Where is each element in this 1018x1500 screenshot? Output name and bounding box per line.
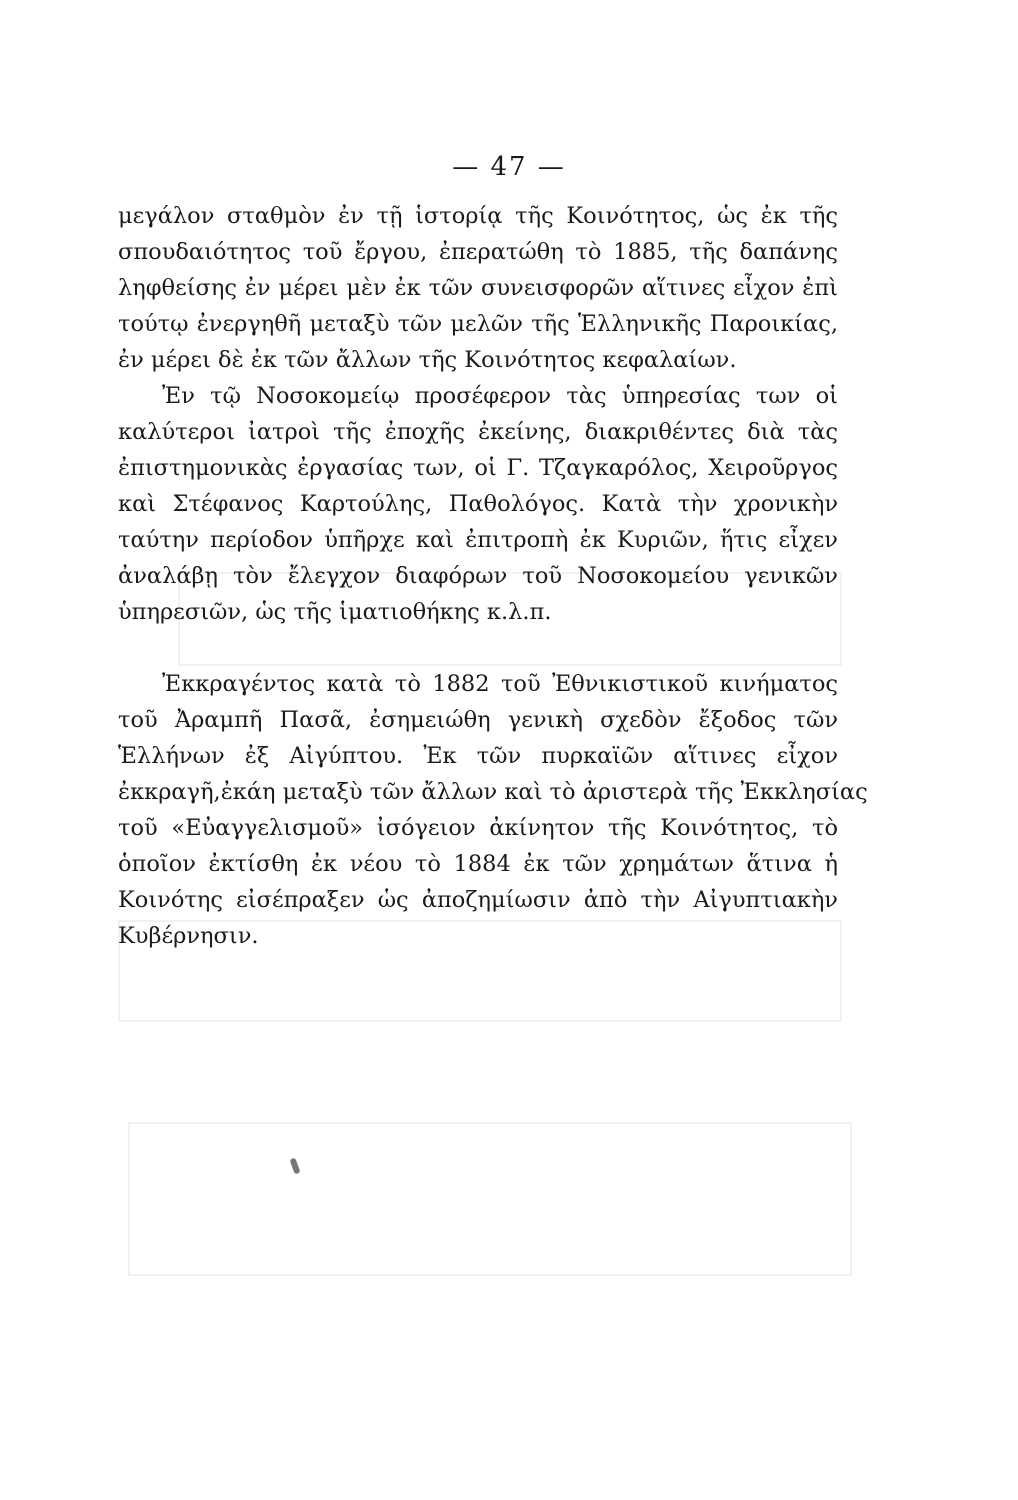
bleed-through-table-lower xyxy=(128,1122,852,1276)
paragraph-2-line: καὶ Στέφανος Καρτούλης, Παθολόγος. Κατὰ τὴν χρονικὴν xyxy=(118,491,838,517)
page-number: — 47 — xyxy=(452,152,566,182)
paragraph-2-line: ἐπιστημονικὰς ἐργασίας των, οἱ Γ. Τζαγκαρόλος, Χειροῦργος xyxy=(118,455,838,481)
paragraph-1-line: ἐν μέρει δὲ ἐκ τῶν ἄλλων τῆς Κοινότητος κεφαλαίων. xyxy=(118,347,737,373)
paragraph-3-line: τοῦ «Εὐαγγελισμοῦ» ἰσόγειον ἀκίνητον τῆς Κοινότητος, τὸ xyxy=(118,815,838,841)
paragraph-1-line: μεγάλον σταθμὸν ἐν τῇ ἱστορίᾳ τῆς Κοινότητος, ὡς ἐκ τῆς xyxy=(118,203,838,229)
paragraph-3-line: Κοινότης εἰσέπραξεν ὡς ἀποζημίωσιν ἀπὸ τὴν Αἰγυπτιακὴν xyxy=(118,887,838,913)
paragraph-2-line: ἀναλάβῃ τὸν ἔλεγχον διαφόρων τοῦ Νοσοκομείου γενικῶν xyxy=(118,563,838,589)
paragraph-3-line: Ἑλλήνων ἐξ Αἰγύπτου. Ἐκ τῶν πυρκαϊῶν αἵτινες εἶχον xyxy=(118,743,838,769)
paragraph-1-line: ληφθείσης ἐν μέρει μὲν ἐκ τῶν συνεισφορῶν αἵτινες εἶχον ἐπὶ xyxy=(118,275,838,301)
paragraph-2-line: καλύτεροι ἰατροὶ τῆς ἐποχῆς ἐκείνης, διακριθέντες διὰ τὰς xyxy=(118,419,838,445)
paragraph-3-line: ἐκκραγῆ,ἐκάη μεταξὺ τῶν ἄλλων καὶ τὸ ἀριστερὰ τῆς Ἐκκλησίας xyxy=(118,779,868,805)
paragraph-1-line: σπουδαιότητος τοῦ ἔργου, ἐπερατώθη τὸ 1885, τῆς δαπάνης xyxy=(118,239,838,265)
paragraph-2-line: ταύτην περίοδον ὑπῆρχε καὶ ἐπιτροπὴ ἐκ Κυριῶν, ἥτις εἶχεν xyxy=(118,527,838,553)
paragraph-3-line: Ἐκκραγέντος κατὰ τὸ 1882 τοῦ Ἐθνικιστικοῦ κινήματος xyxy=(162,671,838,697)
paragraph-3-line: Κυβέρνησιν. xyxy=(118,923,259,949)
paragraph-3-line: ὁποῖον ἐκτίσθη ἐκ νέου τὸ 1884 ἐκ τῶν χρημάτων ἅτινα ἡ xyxy=(118,851,838,877)
paragraph-1-line: τούτῳ ἐνεργηθῆ μεταξὺ τῶν μελῶν τῆς Ἑλληνικῆς Παροικίας, xyxy=(118,311,838,337)
paragraph-2-line: ὑπηρεσιῶν, ὡς τῆς ἱματιοθήκης κ.λ.π. xyxy=(118,599,552,625)
paragraph-3-line: τοῦ Ἀραμπῆ Πασᾶ, ἐσημειώθη γενικὴ σχεδὸν ἔξοδος τῶν xyxy=(118,707,838,733)
paragraph-2-line: Ἐν τῷ Νοσοκομείῳ προσέφερον τὰς ὑπηρεσίας των οἱ xyxy=(162,383,838,409)
